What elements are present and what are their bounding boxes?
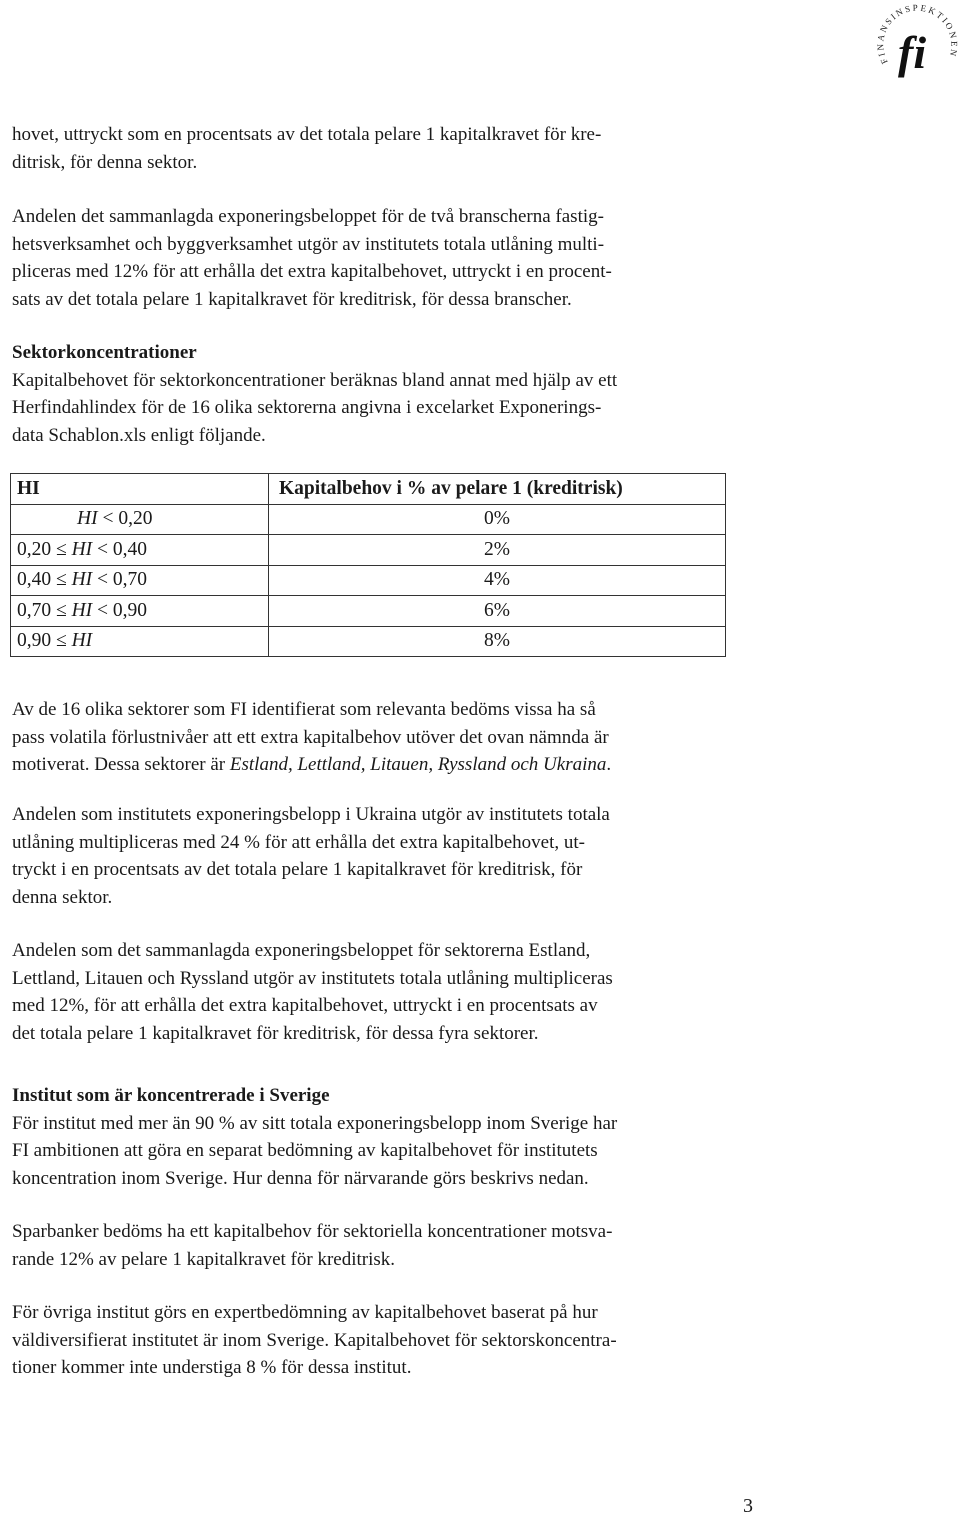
table-row: [11, 535, 726, 566]
paragraph-baltics-russia: [12, 937, 812, 1047]
text-line: pass volatila förlustnivåer att ett extra kapitalbehov utöver det ovan nämnda är: [12, 726, 609, 748]
section-sweden-concentration: [12, 1082, 812, 1192]
text-line: Herfindahlindex för de 16 olika sektorerna angivna i excelarket Exponerings-: [12, 397, 602, 418]
paragraph-other-institutions: [12, 1299, 812, 1382]
svg-text:fi: fi: [898, 27, 927, 78]
capital-value-cell: 6%: [269, 596, 726, 627]
text-line: Andelen som institutets exponeringsbelopp i Ukraina utgör av institutets totala: [12, 804, 610, 825]
hi-range-cell: 0,40 ≤ HI < 0,70: [11, 565, 269, 596]
section-heading: Sektorkoncentrationer: [12, 342, 197, 363]
paragraph-ukraine: [12, 801, 812, 911]
header-cell-capital: Kapitalbehov i % av pelare 1 (kreditrisk): [269, 474, 726, 505]
table-row: [11, 626, 726, 657]
table-header-row: [11, 474, 726, 505]
text-line: det totala pelare 1 kapitalkravet för kreditrisk, för dessa fyra sektorer.: [12, 1022, 539, 1044]
capital-value-cell: 8%: [269, 626, 726, 657]
hi-capital-table: [10, 473, 726, 657]
hi-range-cell: 0,70 ≤ HI < 0,90: [11, 596, 269, 627]
text-line: Kapitalbehovet för sektorkoncentrationer beräknas bland annat med hjälp av ett: [12, 369, 618, 391]
text-line: Andelen som det sammanlagda exponeringsbeloppet för sektorerna Estland,: [12, 940, 591, 961]
header-cell-hi: HI: [11, 474, 269, 505]
svg-text:FINANSINSPEKTIONEN: FINANSINSPEKTIONEN: [875, 2, 960, 66]
text-line: denna sektor.: [12, 886, 113, 908]
table-row: [11, 565, 726, 596]
text-line: Andelen det sammanlagda exponeringsbeloppet för de två branscherna fastig-: [12, 206, 604, 227]
text-line: utlåning multipliceras med 24 % för att erhålla det extra kapitalbehovet, ut-: [12, 831, 585, 853]
text-line: Av de 16 olika sektorer som FI identifierat som relevanta bedöms vissa ha så: [12, 699, 596, 720]
capital-value-cell: 2%: [269, 535, 726, 566]
hi-range-cell: 0,20 ≤ HI < 0,40: [11, 535, 269, 566]
capital-value-cell: 0%: [269, 504, 726, 535]
text-line: pliceras med 12% för att erhålla det extra kapitalbehovet, uttryckt i en procent-: [12, 261, 612, 282]
table-row: [11, 596, 726, 627]
text-line: För övriga institut görs en expertbedömning av kapitalbehovet baserat på hur: [12, 1302, 598, 1323]
section-sector-concentrations: [12, 339, 812, 449]
text-line: väldiversifierat institutet är inom Sverige. Kapitalbehovet för sektorskoncentra-: [12, 1329, 617, 1351]
text-line: med 12%, för att erhålla det extra kapitalbehovet, uttryckt i en procentsats av: [12, 995, 598, 1016]
text-line: FI ambitionen att göra en separat bedömning av kapitalbehovet för institutets: [12, 1140, 598, 1161]
sector-list: Estland, Lettland, Litauen, Ryssland och Ukraina: [229, 754, 607, 775]
hi-range-cell: 0,90 ≤ HI: [11, 626, 269, 657]
text-line: hetsverksamhet och byggverksamhet utgör av institutets totala utlåning multi-: [12, 233, 605, 255]
paragraph-intro-continuation: [12, 121, 812, 176]
text-line: Lettland, Litauen och Ryssland utgör av institutets totala utlåning multipliceras: [12, 967, 613, 989]
finansinspektionen-logo: [868, 0, 960, 84]
text-line: rande 12% av pelare 1 kapitalkravet för kreditrisk.: [12, 1248, 396, 1270]
text-line: tryckt i en procentsats av det totala pelare 1 kapitalkravet för kreditrisk, för: [12, 859, 583, 880]
text-line: data Schablon.xls enligt följande.: [12, 424, 266, 446]
text-line: koncentration inom Sverige. Hur denna för närvarande görs beskrivs nedan.: [12, 1167, 589, 1189]
page-number: 3: [743, 1495, 753, 1517]
paragraph-savings-banks: [12, 1218, 812, 1273]
text-line: ditrisk, för denna sektor.: [12, 151, 198, 173]
hi-range-cell: HI < 0,20: [11, 504, 269, 535]
paragraph-real-estate: [12, 203, 812, 313]
text-line: För institut med mer än 90 % av sitt totala exponeringsbelopp inom Sverige har: [12, 1112, 618, 1134]
fi-logo-icon: [868, 0, 960, 84]
text-line: sats av det totala pelare 1 kapitalkravet för kreditrisk, för dessa branscher.: [12, 288, 572, 310]
text-line: Sparbanker bedöms ha ett kapitalbehov för sektoriella koncentrationer motsva-: [12, 1221, 613, 1242]
capital-value-cell: 4%: [269, 565, 726, 596]
paragraph-volatile-sectors: [12, 696, 812, 779]
section-heading: Institut som är koncentrerade i Sverige: [12, 1085, 330, 1106]
text-line: tioner kommer inte understiga 8 % för dessa institut.: [12, 1357, 412, 1378]
table-row: [11, 504, 726, 535]
text-line: hovet, uttryckt som en procentsats av det totala pelare 1 kapitalkravet för kre-: [12, 124, 602, 145]
text-line: motiverat. Dessa sektorer är Estland, Lettland, Litauen, Ryssland och Ukraina.: [12, 754, 612, 775]
